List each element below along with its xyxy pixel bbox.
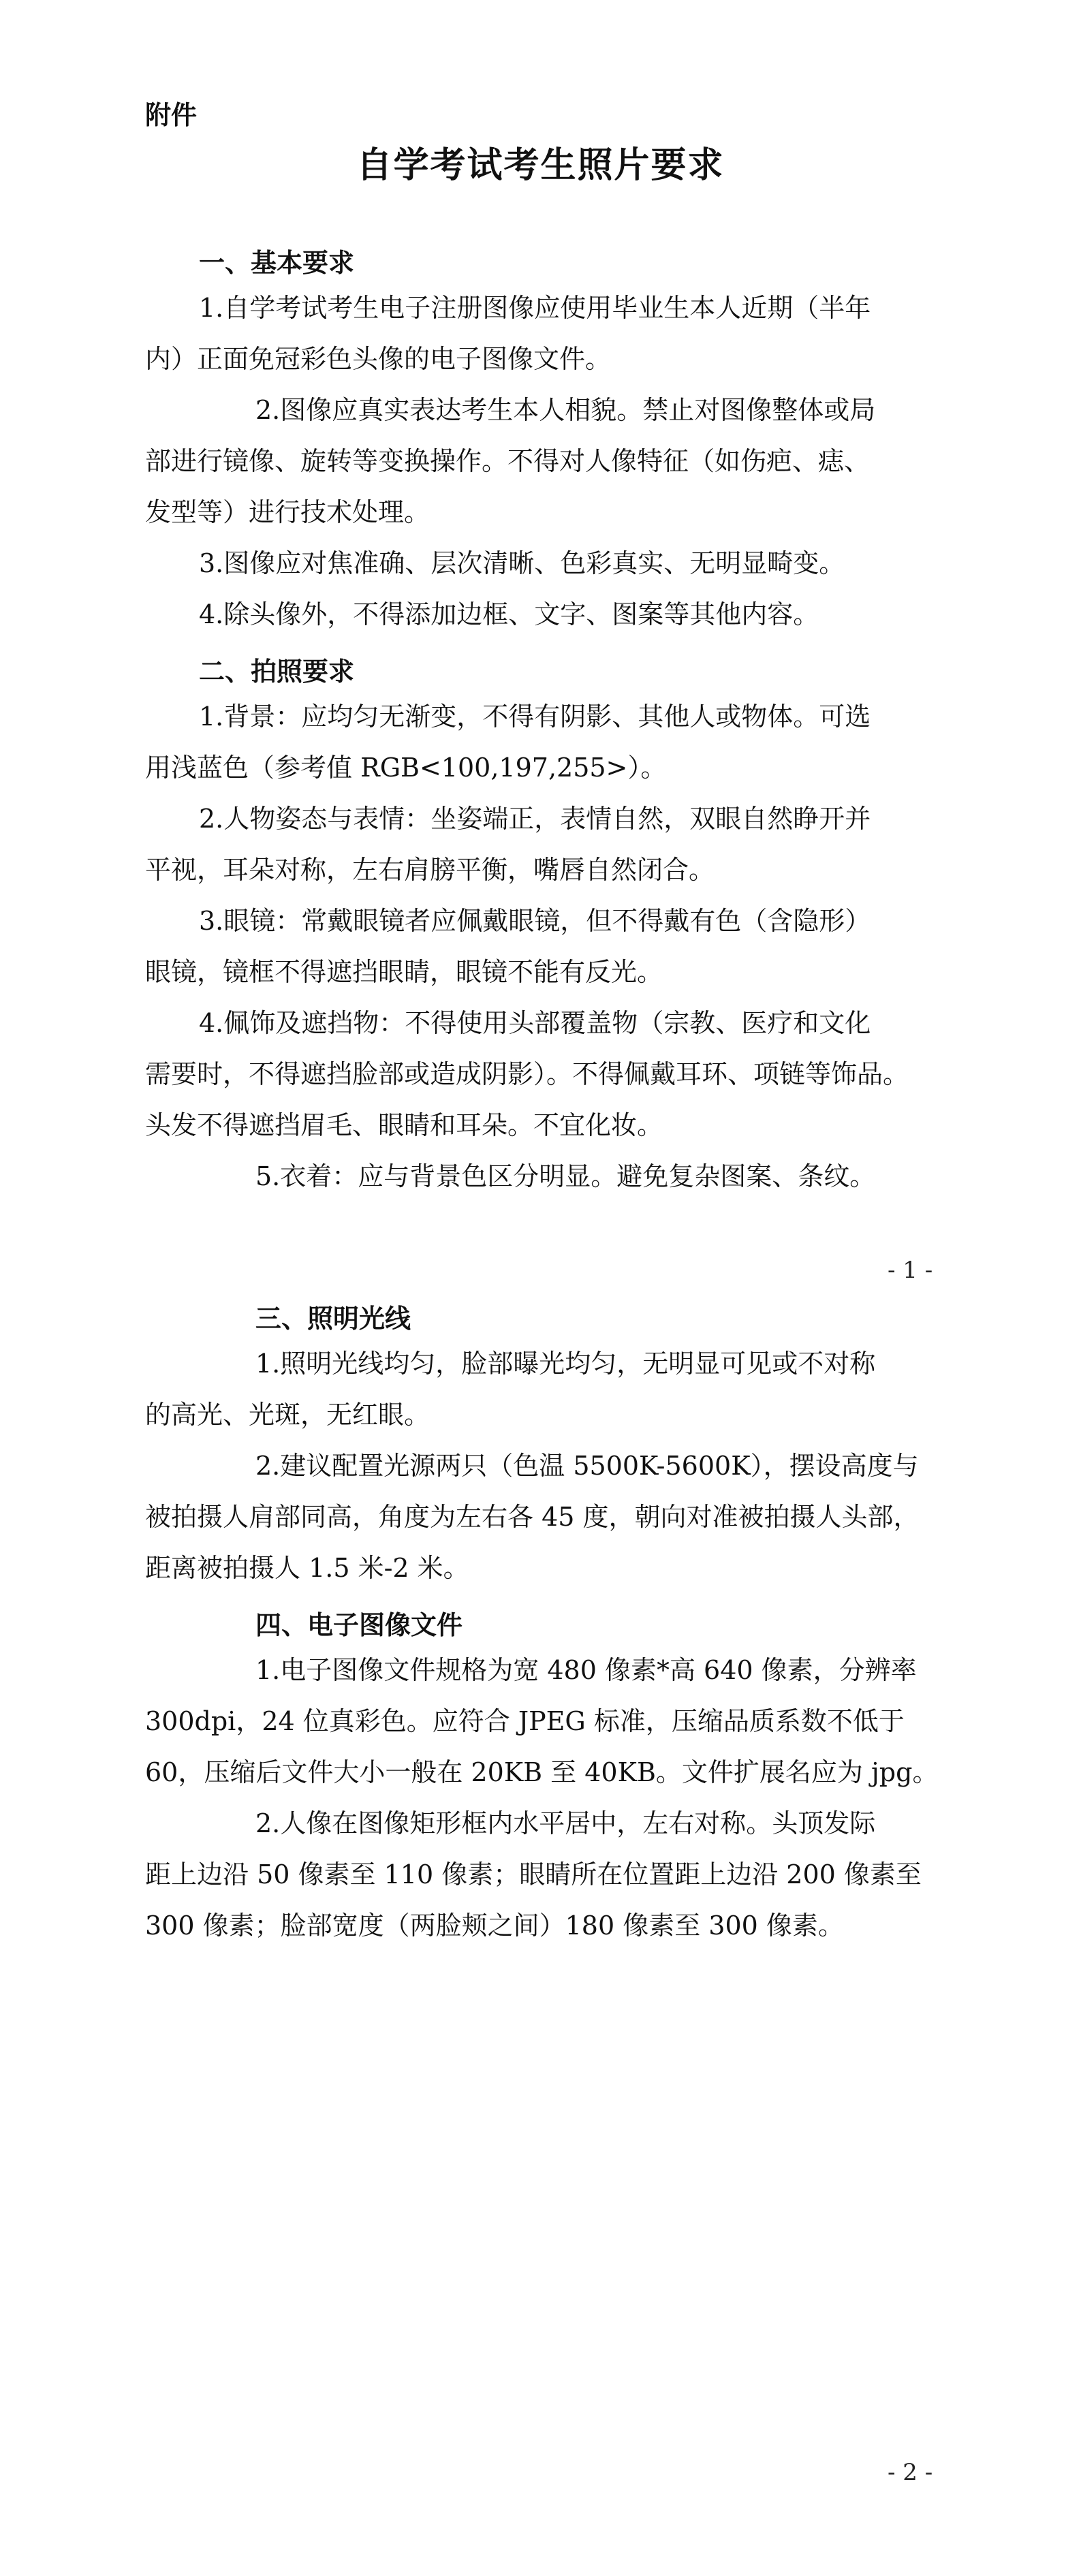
paragraph-line: 5.衣着：应与背景色区分明显。避免复杂图案、条纹。 <box>255 1161 876 1191</box>
paragraph-line: 2.建议配置光源两只（色温 5500K-5600K），摆设高度与 <box>255 1451 919 1481</box>
paragraph-line: 头发不得遮挡眉毛、眼睛和耳朵。不宜化妆。 <box>145 1110 663 1140</box>
paragraph-line: 4.除头像外，不得添加边框、文字、图案等其他内容。 <box>199 599 819 629</box>
paragraph-line: 1.背景：应均匀无渐变，不得有阴影、其他人或物体。可选 <box>199 702 871 732</box>
paragraph-line: 部进行镜像、旋转等变换操作。不得对人像特征（如伤疤、痣、 <box>145 446 871 476</box>
paragraph-line: 3.眼镜：常戴眼镜者应佩戴眼镜，但不得戴有色（含隐形） <box>199 906 871 936</box>
paragraph-line: 3.图像应对焦准确、层次清晰、色彩真实、无明显畸变。 <box>199 548 845 578</box>
paragraph-line: 平视，耳朵对称，左右肩膀平衡，嘴唇自然闭合。 <box>145 855 715 885</box>
section-heading-image-file: 四、电子图像文件 <box>255 1610 463 1640</box>
section-heading-lighting: 三、照明光线 <box>255 1304 411 1334</box>
paragraph-line: 需要时，不得遮挡脸部或造成阴影）。不得佩戴耳环、项链等饰品。 <box>145 1059 909 1089</box>
section-heading-basic: 一、基本要求 <box>199 248 355 278</box>
paragraph-line: 的高光、光斑，无红眼。 <box>145 1400 430 1430</box>
paragraph-line: 300 像素；脸部宽度（两脸颊之间）180 像素至 300 像素。 <box>145 1911 844 1941</box>
page-number: - 2 - <box>888 2459 933 2486</box>
paragraph-line: 1.电子图像文件规格为宽 480 像素*高 640 像素，分辨率 <box>255 1655 917 1685</box>
paragraph-line: 眼镜，镜框不得遮挡眼睛，眼镜不能有反光。 <box>145 957 663 987</box>
paragraph-line: 1.自学考试考生电子注册图像应使用毕业生本人近期（半年 <box>199 293 871 323</box>
paragraph-line: 距离被拍摄人 1.5 米-2 米。 <box>145 1553 469 1583</box>
attachment-label: 附件 <box>145 100 198 130</box>
document-title: 自学考试考生照片要求 <box>356 145 725 186</box>
paragraph-line: 2.图像应真实表达考生本人相貌。禁止对图像整体或局 <box>255 395 876 425</box>
page-number: - 1 - <box>888 1257 933 1284</box>
paragraph-line: 被拍摄人肩部同高，角度为左右各 45 度，朝向对准被拍摄人头部， <box>145 1502 920 1532</box>
paragraph-line: 内）正面免冠彩色头像的电子图像文件。 <box>145 344 612 374</box>
paragraph-line: 2.人物姿态与表情：坐姿端正，表情自然，双眼自然睁开并 <box>199 804 871 834</box>
paragraph-line: 60，压缩后文件大小一般在 20KB 至 40KB。文件扩展名应为 jpg。 <box>145 1757 939 1787</box>
paragraph-line: 2.人像在图像矩形框内水平居中，左右对称。头顶发际 <box>255 1808 876 1838</box>
paragraph-line: 4.佩饰及遮挡物：不得使用头部覆盖物（宗教、医疗和文化 <box>199 1008 871 1038</box>
paragraph-line: 距上边沿 50 像素至 110 像素；眼睛所在位置距上边沿 200 像素至 <box>145 1859 922 1889</box>
paragraph-line: 300dpi，24 位真彩色。应符合 JPEG 标准，压缩品质系数不低于 <box>145 1706 905 1736</box>
paragraph-line: 用浅蓝色（参考值 RGB<100,197,255>）。 <box>145 753 667 783</box>
paragraph-line: 1.照明光线均匀，脸部曝光均匀，无明显可见或不对称 <box>255 1349 876 1379</box>
section-heading-photo: 二、拍照要求 <box>199 657 355 687</box>
paragraph-line: 发型等）进行技术处理。 <box>145 497 430 527</box>
